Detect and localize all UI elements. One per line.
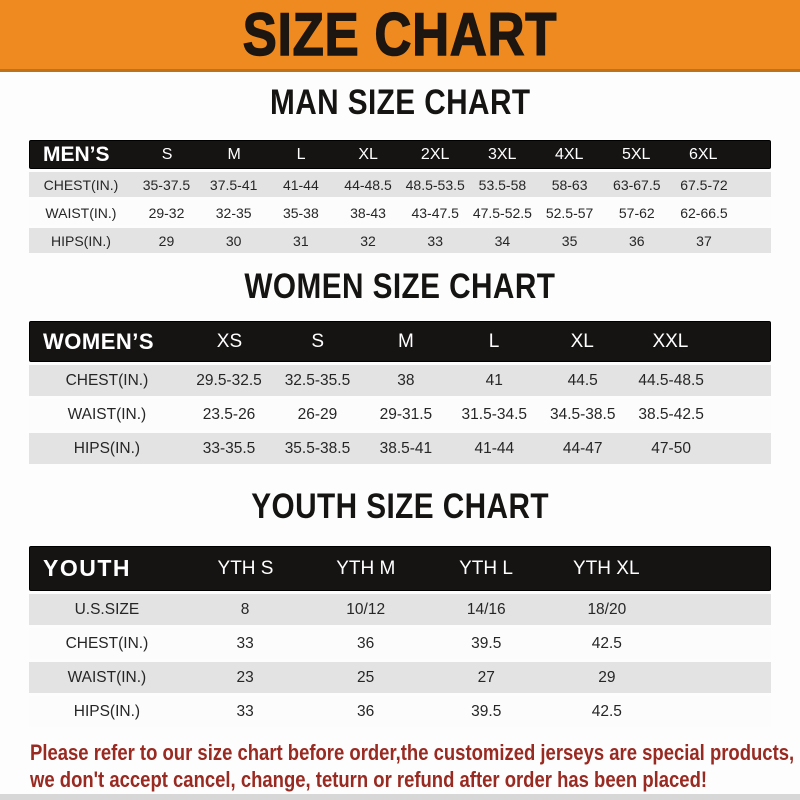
column-header: 4XL bbox=[554, 145, 584, 163]
value-cell: 38 bbox=[397, 371, 415, 389]
value-cell: 35-37.5 bbox=[142, 176, 191, 193]
table-row bbox=[29, 200, 771, 225]
value-cell: 8 bbox=[240, 600, 250, 618]
table-row bbox=[29, 628, 771, 659]
value-cell: 33 bbox=[236, 634, 254, 652]
value-cell: 32.5-35.5 bbox=[284, 371, 351, 389]
table-row bbox=[29, 696, 771, 727]
value-cell: 27 bbox=[477, 668, 495, 686]
column-header: S bbox=[161, 145, 173, 163]
value-cell: 67.5-72 bbox=[680, 176, 728, 193]
notice-line-2: we don't accept cancel, change, teturn or refund after order has been placed! bbox=[30, 767, 708, 792]
value-cell: 38.5-41 bbox=[379, 439, 433, 457]
column-header: YTH M bbox=[336, 557, 396, 579]
value-cell: 44.5 bbox=[567, 371, 598, 389]
table-row bbox=[29, 399, 771, 430]
value-cell: 29-31.5 bbox=[379, 405, 433, 423]
column-header: 5XL bbox=[621, 145, 651, 163]
value-cell: 41-44 bbox=[282, 176, 319, 193]
column-header: XL bbox=[570, 330, 594, 352]
column-header: L bbox=[488, 330, 500, 352]
row-label: CHEST(IN.) bbox=[65, 634, 149, 652]
column-header: YTH S bbox=[217, 557, 274, 579]
value-cell: 34 bbox=[494, 232, 511, 249]
value-cell: 14/16 bbox=[466, 600, 506, 618]
table-row bbox=[29, 594, 771, 625]
row-label: HIPS(IN.) bbox=[50, 232, 111, 249]
women-size-table bbox=[29, 321, 771, 464]
table-row bbox=[29, 433, 771, 464]
youth-section-title bbox=[0, 464, 800, 546]
value-cell: 41-44 bbox=[474, 439, 515, 457]
row-label: CHEST(IN.) bbox=[65, 371, 149, 389]
value-cell: 33 bbox=[427, 232, 443, 249]
value-cell: 52.5-57 bbox=[545, 204, 594, 221]
value-cell: 38.5-42.5 bbox=[638, 405, 704, 423]
column-header: YTH L bbox=[459, 557, 513, 579]
women-section-title bbox=[0, 253, 800, 321]
order-notice bbox=[0, 727, 800, 793]
row-label: HIPS(IN.) bbox=[73, 439, 141, 457]
value-cell: 36 bbox=[357, 634, 375, 652]
value-cell: 23.5-26 bbox=[202, 405, 256, 423]
value-cell: 25 bbox=[357, 668, 375, 686]
notice-line-1: Please refer to our size chart before order,the customized jerseys are special products, bbox=[30, 740, 795, 765]
value-cell: 30 bbox=[225, 232, 242, 249]
value-cell: 44.5-48.5 bbox=[638, 371, 704, 389]
value-cell: 33 bbox=[236, 702, 254, 720]
men-table-header bbox=[29, 140, 771, 169]
value-cell: 39.5 bbox=[471, 702, 502, 720]
value-cell: 35 bbox=[561, 232, 578, 249]
value-cell: 29 bbox=[598, 668, 616, 686]
column-header: XS bbox=[216, 330, 243, 352]
women-table-header bbox=[29, 321, 771, 362]
men-section-title-text: MAN SIZE CHART bbox=[269, 83, 531, 122]
column-header: M bbox=[397, 330, 414, 352]
row-label: WAIST(IN.) bbox=[67, 405, 147, 423]
table-header-label: MEN’S bbox=[43, 142, 110, 166]
youth-section-title-text: YOUTH SIZE CHART bbox=[251, 487, 549, 526]
value-cell: 57-62 bbox=[618, 204, 655, 221]
bottom-strip bbox=[0, 794, 800, 800]
value-cell: 58-63 bbox=[551, 176, 588, 193]
value-cell: 48.5-53.5 bbox=[405, 176, 465, 193]
column-header: YTH XL bbox=[573, 557, 640, 579]
value-cell: 37.5-41 bbox=[209, 176, 258, 193]
men-section-title bbox=[0, 72, 800, 140]
value-cell: 43-47.5 bbox=[411, 204, 459, 221]
value-cell: 47.5-52.5 bbox=[472, 204, 532, 221]
page-title: SIZE CHART bbox=[242, 0, 558, 68]
table-row bbox=[29, 662, 771, 693]
table-header-label: WOMEN’S bbox=[43, 328, 155, 354]
youth-section bbox=[0, 464, 800, 727]
row-label: WAIST(IN.) bbox=[45, 204, 117, 221]
value-cell: 31 bbox=[293, 232, 309, 249]
row-label: U.S.SIZE bbox=[74, 600, 140, 618]
value-cell: 31.5-34.5 bbox=[461, 405, 528, 423]
column-header: 3XL bbox=[487, 145, 517, 163]
value-cell: 29-32 bbox=[148, 204, 185, 221]
value-cell: 36 bbox=[357, 702, 375, 720]
value-cell: 32-35 bbox=[215, 204, 252, 221]
value-cell: 42.5 bbox=[591, 702, 622, 720]
value-cell: 33-35.5 bbox=[202, 439, 256, 457]
table-row bbox=[29, 228, 771, 253]
column-header: M bbox=[227, 145, 241, 163]
value-cell: 35.5-38.5 bbox=[284, 439, 351, 457]
value-cell: 62-66.5 bbox=[680, 204, 728, 221]
table-row bbox=[29, 365, 771, 396]
column-header: XL bbox=[358, 145, 378, 163]
column-header: S bbox=[311, 330, 325, 352]
value-cell: 36 bbox=[628, 232, 645, 249]
row-label: CHEST(IN.) bbox=[43, 176, 119, 193]
women-section-title-text: WOMEN SIZE CHART bbox=[244, 267, 556, 306]
value-cell: 38-43 bbox=[350, 204, 386, 221]
value-cell: 47-50 bbox=[651, 439, 691, 457]
value-cell: 10/12 bbox=[346, 600, 386, 618]
row-label: HIPS(IN.) bbox=[73, 702, 141, 720]
value-cell: 35-38 bbox=[282, 204, 319, 221]
value-cell: 44-47 bbox=[562, 439, 603, 457]
column-header: L bbox=[296, 145, 306, 163]
value-cell: 23 bbox=[236, 668, 254, 686]
youth-size-table bbox=[29, 546, 771, 727]
value-cell: 26-29 bbox=[297, 405, 338, 423]
value-cell: 53.5-58 bbox=[478, 176, 527, 193]
value-cell: 34.5-38.5 bbox=[549, 405, 616, 423]
value-cell: 44-48.5 bbox=[344, 176, 392, 193]
value-cell: 39.5 bbox=[471, 634, 502, 652]
table-row bbox=[29, 172, 771, 197]
table-header-label: YOUTH bbox=[43, 555, 131, 581]
men-section bbox=[0, 72, 800, 253]
value-cell: 29 bbox=[158, 232, 175, 249]
value-cell: 18/20 bbox=[587, 600, 627, 618]
value-cell: 37 bbox=[696, 232, 712, 249]
column-header: 2XL bbox=[420, 145, 450, 163]
value-cell: 41 bbox=[485, 371, 503, 389]
value-cell: 42.5 bbox=[591, 634, 622, 652]
banner bbox=[0, 0, 800, 72]
men-size-table bbox=[29, 140, 771, 253]
value-cell: 63-67.5 bbox=[613, 176, 661, 193]
column-header: 6XL bbox=[688, 145, 718, 163]
value-cell: 32 bbox=[360, 232, 376, 249]
women-section bbox=[0, 253, 800, 464]
row-label: WAIST(IN.) bbox=[67, 668, 147, 686]
value-cell: 29.5-32.5 bbox=[196, 371, 262, 389]
column-header: XXL bbox=[652, 330, 689, 352]
youth-table-header bbox=[29, 546, 771, 591]
